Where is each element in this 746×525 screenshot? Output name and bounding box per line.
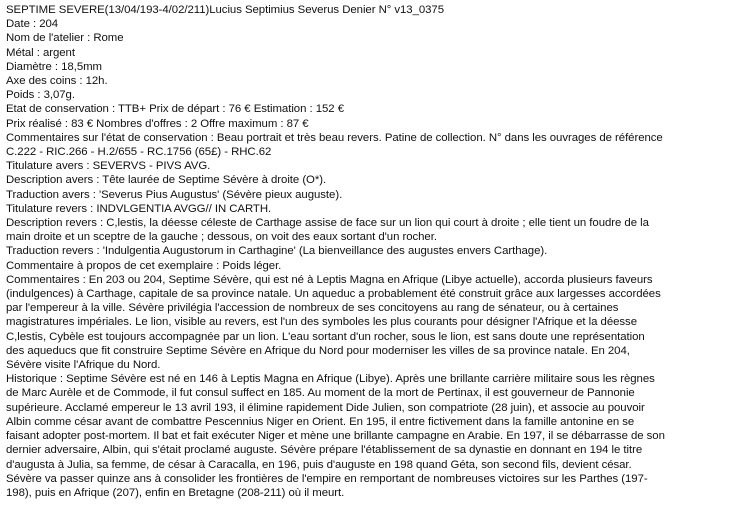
- comments-line: Commentaires : En 203 ou 204, Septime Sévère, qui est né à Leptis Magna en Afrique (Libye actuelle), accorda plusieurs faveurs: [6, 273, 653, 286]
- realized-price-line: Prix réalisé : 83 € Nombres d'offres : 2 Offre maximum : 87 €: [6, 117, 309, 130]
- comments-line: des aqueducs que fit construire Septime Sévère en Afrique du Nord pour moderniser les villes de sa province natale. En 204,: [6, 344, 630, 357]
- history-line: supérieure. Acclamé empereur le 13 avril 193, il élimine rapidement Dide Julien, son compatriote (28 juin), et associe au pouvoir: [6, 401, 645, 414]
- reverse-translation: Traduction revers : 'Indulgentia Augustorum in Carthagine' (La bienveillance des augustes envers Carthage).: [6, 245, 548, 258]
- diameter-field: Diamètre : 18,5mm: [6, 60, 102, 73]
- coin-record-sheet: [6, 3, 742, 500]
- condition-price-line: Etat de conservation : TTB+ Prix de départ : 76 € Estimation : 152 €: [6, 103, 344, 116]
- history-line: de Marc Aurèle et de Commode, il fut consul suffect en 185. Au moment de la mort de Pertinax, il est gouverneur de Pannonie: [6, 387, 635, 400]
- history-line: faisant adopter post-mortem. Il bat et fait exécuter Niger et mène une brillante campagne en Arabie. En 197, il se débarrasse de son: [6, 430, 665, 443]
- obverse-legend: Titulature avers : SEVERVS - PIVS AVG.: [6, 160, 211, 173]
- weight-field: Poids : 3,07g.: [6, 89, 75, 102]
- comments-line: par l'empereur à la ville. Sévère privilégia l'accession de nombreux de ses concitoyens au rang de sénateur, ou à certaines: [6, 302, 619, 315]
- history-line: d'augusta à Julia, sa femme, de césar à Caracalla, en 196, puis d'auguste en 198 quand Géta, son second fils, devient césar.: [6, 458, 632, 471]
- comments-line: C,lestis, Cybèle est toujours accompagnée par un lion. L'eau sortant d'un rocher, sous le lion, est sans doute une représentation: [6, 330, 645, 343]
- history-line: Albin comme césar avant de combattre Pescennius Niger en Orient. En 195, il entre fictivement dans la famille antonine en se: [6, 415, 635, 428]
- condition-comments-line: Commentaires sur l'état de conservation : Beau portrait et très beau revers. Patine de collection. N° dans les ouvrages de référence: [6, 131, 663, 144]
- date-field: Date : 204: [6, 18, 59, 31]
- comments-line: Sévère visite l'Afrique du Nord.: [6, 359, 161, 372]
- obverse-translation: Traduction avers : 'Severus Pius Augustus' (Sévère pieux auguste).: [6, 188, 343, 201]
- reverse-legend: Titulature revers : INDVLGENTIA AVGG// IN CARTH.: [6, 202, 272, 215]
- comments-line: magistratures impériales. Le lion, visible au revers, est l'un des symboles les plus courants pour désigner l'Afrique et la déesse: [6, 316, 637, 329]
- die-axis-field: Axe des coins : 12h.: [6, 75, 108, 88]
- history-line: 198), puis en Afrique (207), enfin en Bretagne (208-211) où il meurt.: [6, 486, 345, 499]
- history-line: Historique : Septime Sévère est né en 146 à Leptis Magna en Afrique (Libye). Après une brillante carrière militaire sous les règnes: [6, 373, 655, 386]
- history-line: dernier adversaire, Albin, qui s'était proclamé auguste. Sévère prépare l'établissement de sa dynastie en donnant en 194 le titre: [6, 444, 643, 457]
- metal-field: Métal : argent: [6, 46, 75, 59]
- copy-comment: Commentaire à propos de cet exemplaire : Poids léger.: [6, 259, 282, 272]
- record-title: SEPTIME SEVERE(13/04/193-4/02/211)Lucius Septimius Severus Denier N° v13_0375: [6, 4, 444, 16]
- history-line: Sévère va passer quinze ans à consolider les frontières de l'empire en remportant de nombreuses victoires sur les Parthes (197-: [6, 472, 648, 485]
- obverse-description: Description avers : Tête laurée de Septime Sévère à droite (O*).: [6, 174, 327, 187]
- comments-line: (indulgences) à Carthage, capitale de sa province natale. Un aqueduc a probablement été construit grâce aux largesses accordées: [6, 288, 661, 301]
- workshop-field: Nom de l'atelier : Rome: [6, 32, 124, 45]
- reverse-description-line: main droite et un sceptre de la gauche ; dessous, on voit des eaux sortant d'un rocher.: [6, 231, 437, 244]
- reverse-description-line: Description revers : C,lestis, la déesse céleste de Carthage assise de face sur un lion qui court à droite ; elle tient un foudre de la: [6, 217, 649, 230]
- references-line: C.222 - RIC.266 - H.2/655 - RC.1756 (65£) - RHC.62: [6, 146, 272, 159]
